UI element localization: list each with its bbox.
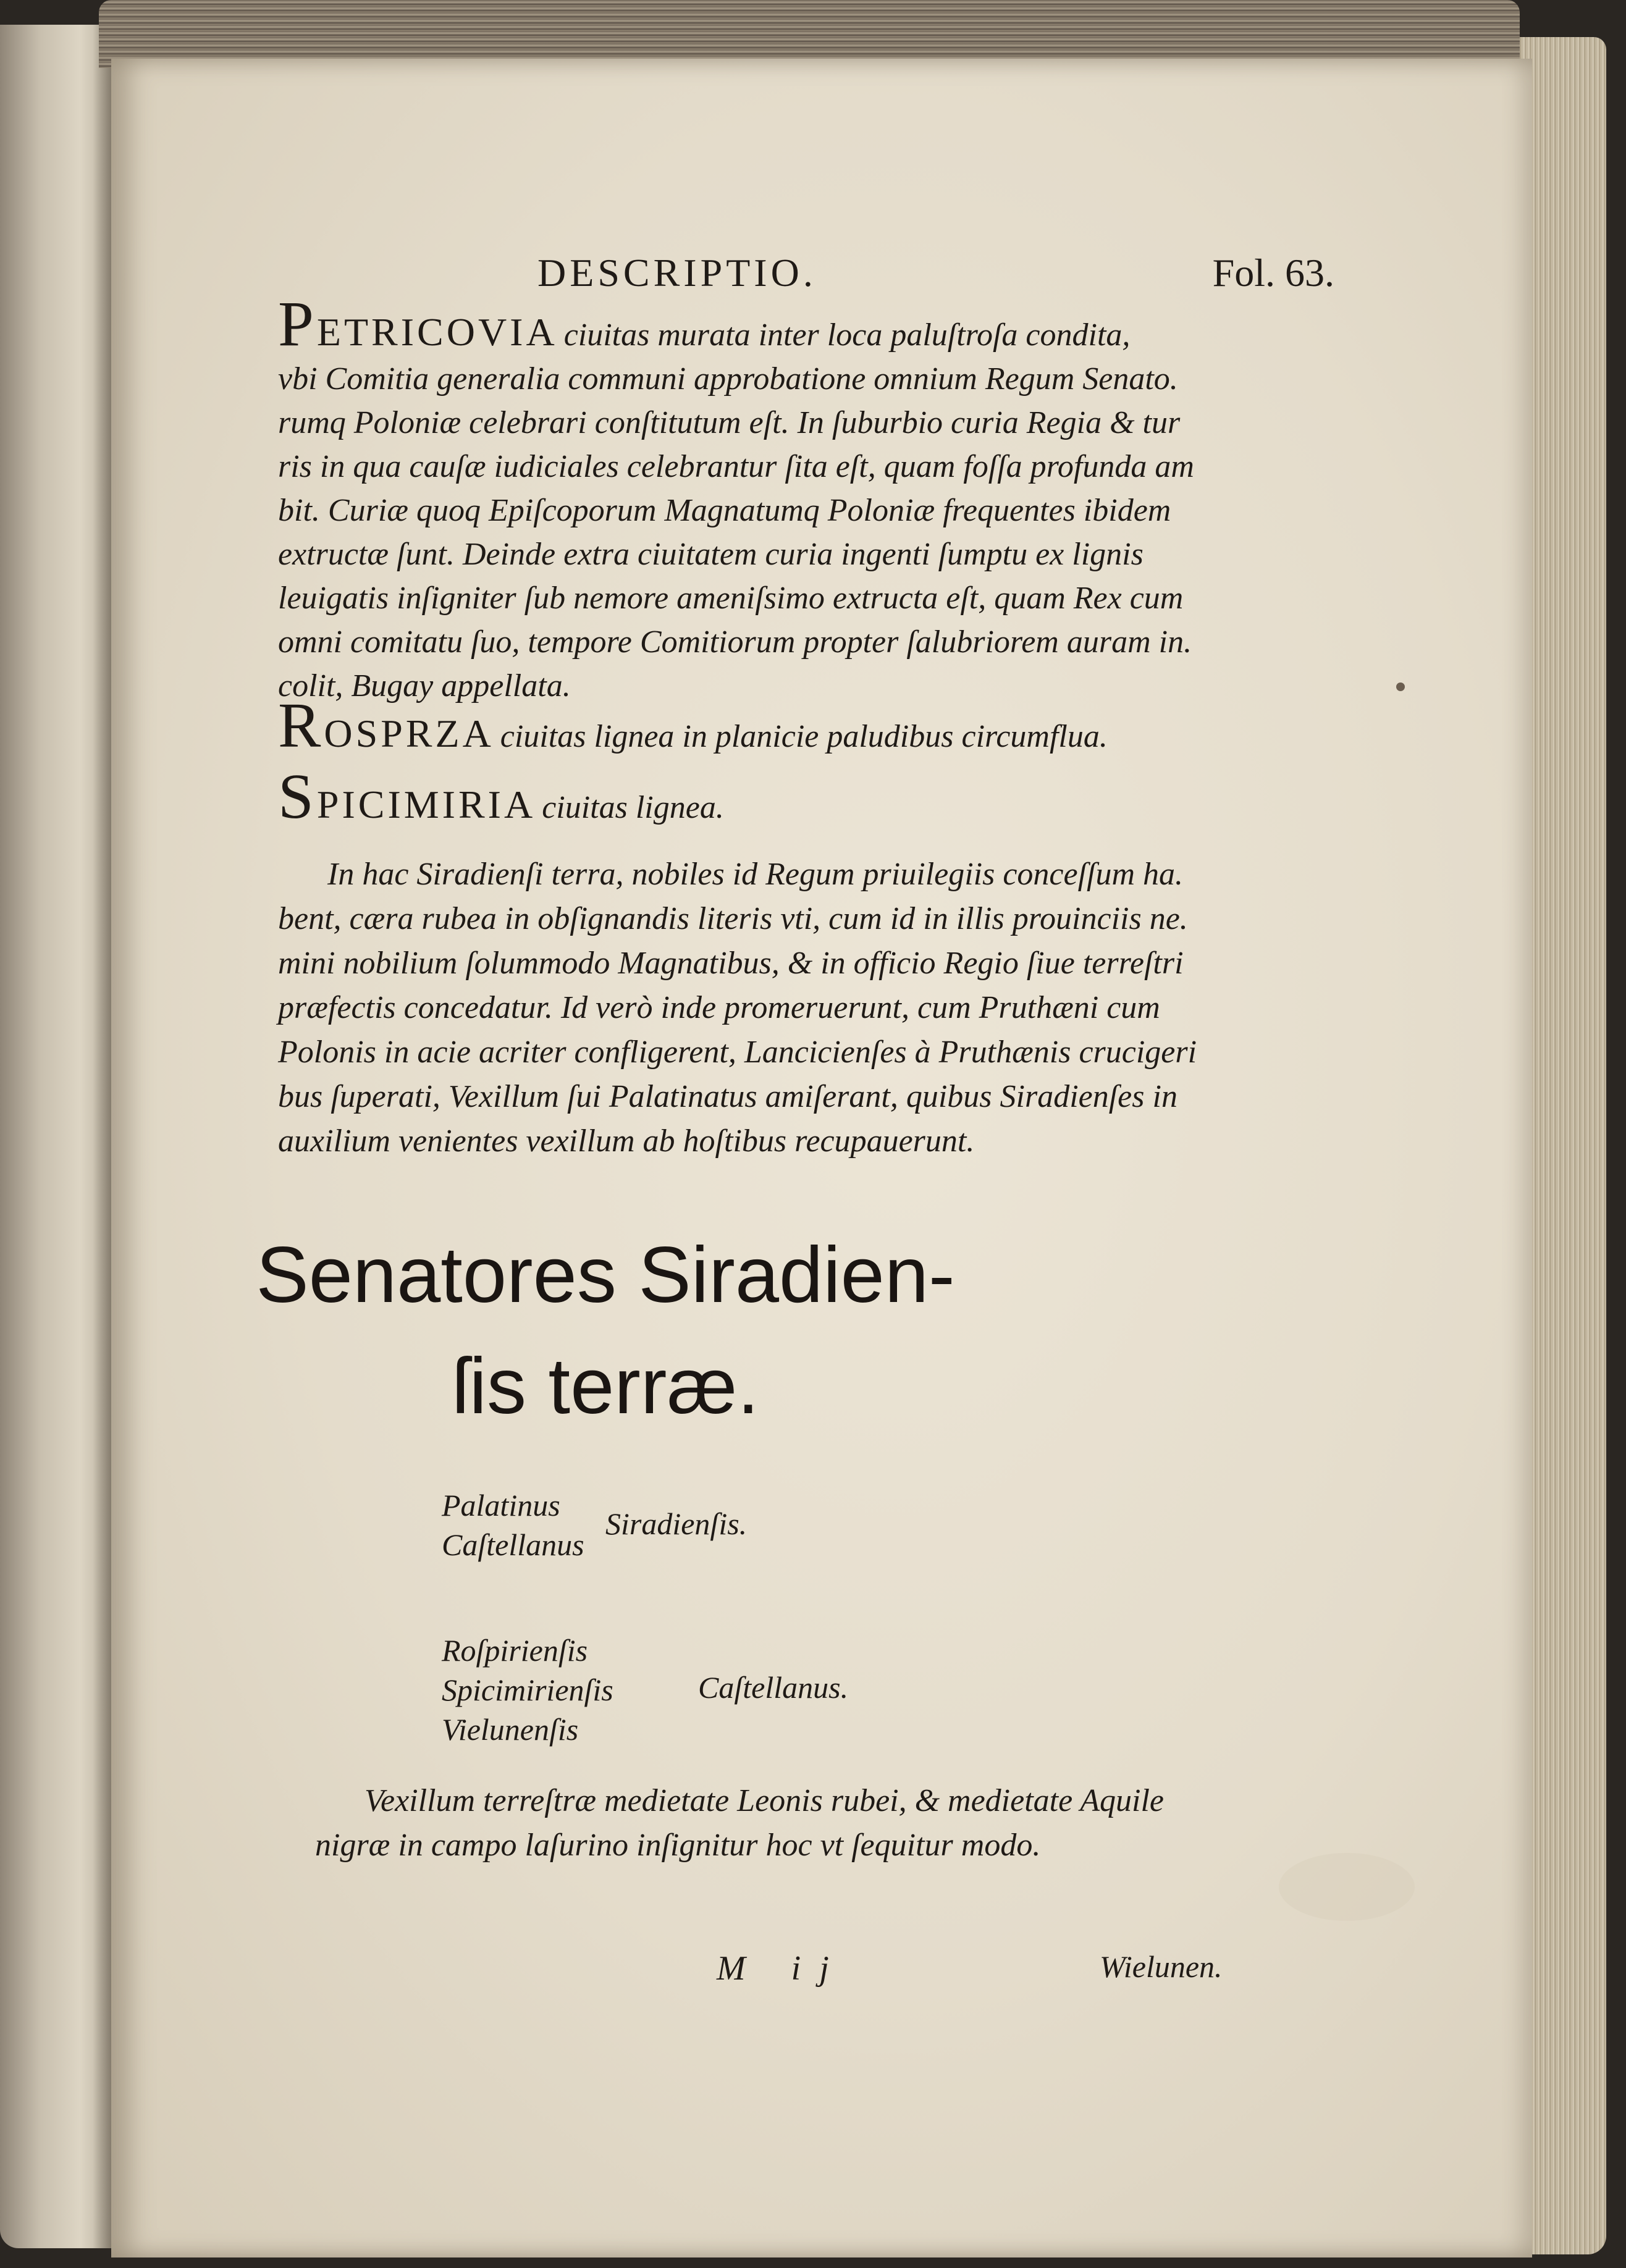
catchword: Wielunen. [1100, 1949, 1223, 1984]
running-title: DESCRIPTIO. [537, 251, 817, 295]
paragraph-line: Polonis in acie acriter confligerent, Lancicienſes à Pruthænis crucigeri [278, 1035, 1197, 1070]
paragraph-line: auxilium venientes vexillum ab hoſtibus recupauerunt. [278, 1124, 975, 1159]
place-name: PETRICOVIA [278, 288, 558, 359]
senator-item: Palatinus [442, 1488, 560, 1522]
senator-item: Roſpirienſis [442, 1633, 588, 1668]
page-header [537, 250, 1334, 306]
section-title-line: Senatores Siradien- [256, 1231, 955, 1319]
paragraph-line: bus ſuperati, Vexillum ſui Palatinatus amiſerant, quibus Siradienſes in [278, 1079, 1177, 1114]
body-paragraph [278, 852, 1365, 1164]
section-title [235, 1220, 976, 1442]
entry-line: ciuitas murata inter loca paluſtroſa condita, [563, 317, 1131, 353]
ink-spot [1396, 682, 1405, 691]
entry-line: omni comitatu ſuo, tempore Comitiorum propter ſalubriorem auram in. [278, 624, 1192, 660]
entry-line: leuigatis inſigniter ſub nemore ameniſsimo extructa eſt, quam Rex cum [278, 581, 1184, 616]
place-name: ROSPRZA [278, 690, 494, 761]
entry-line: vbi Comitia generalia communi approbatione omnium Regum Senato. [278, 361, 1178, 397]
entry-line: colit, Bugay appellata. [278, 668, 571, 704]
senator-group-2-label: Caſtellanus. [698, 1670, 849, 1705]
entry-petricovia [278, 288, 1365, 708]
page-stack-top [99, 0, 1520, 68]
folio-number: Fol. 63. [1212, 251, 1334, 295]
place-name: SPICIMIRIA [278, 761, 536, 832]
entry-line: ciuitas lignea in planicie paludibus circumflua. [500, 719, 1108, 754]
section-title-line: ſis terræ. [452, 1342, 759, 1430]
entry-line: rumq Poloniæ celebrari conſtitutum eſt. In ſuburbio curia Regia & tur [278, 405, 1181, 440]
closing-line: Vexillum terreſtræ medietate Leonis rubei, & medietate Aquile [364, 1783, 1164, 1818]
entry-line: ris in qua cauſæ iudiciales celebrantur ſita eſt, quam foſſa profunda am [278, 449, 1194, 484]
senator-item: Vielunenſis [442, 1712, 579, 1747]
entry-rosprza [278, 690, 1365, 761]
closing-paragraph [315, 1779, 1365, 1868]
entry-line: extructæ ſunt. Deinde extra ciuitatem curia ingenti ſumptu ex lignis [278, 537, 1144, 572]
senator-item: Caſtellanus [442, 1527, 584, 1562]
book-page [111, 59, 1532, 2258]
closing-line: nigræ in campo laſurino inſignitur hoc vt ſequitur modo. [315, 1828, 1041, 1863]
senator-group-1 [442, 1485, 584, 1564]
entry-line: ciuitas lignea. [542, 790, 724, 825]
signature-mark: M ij [717, 1949, 848, 1988]
paragraph-line: mini nobilium ſolummodo Magnatibus, & in officio Regio ſiue terreſtri [278, 946, 1184, 981]
entry-line: bit. Curiæ quoq Epiſcoporum Magnatumq Poloniæ frequentes ibidem [278, 493, 1171, 528]
entry-spicimiria [278, 761, 1365, 832]
paragraph-line: bent, cæra rubea in obſignandis literis vti, cum id in illis prouinciis ne. [278, 901, 1188, 936]
senator-item: Spicimirienſis [442, 1673, 613, 1707]
paragraph-line: præfectis concedatur. Id verò inde promeruerunt, cum Pruthæni cum [278, 990, 1160, 1025]
paragraph-line: In hac Siradienſi terra, nobiles id Regum priuilegiis conceſſum ha. [327, 857, 1184, 892]
senator-group-1-label: Siradienſis. [605, 1506, 748, 1541]
senator-group-2 [442, 1631, 613, 1749]
